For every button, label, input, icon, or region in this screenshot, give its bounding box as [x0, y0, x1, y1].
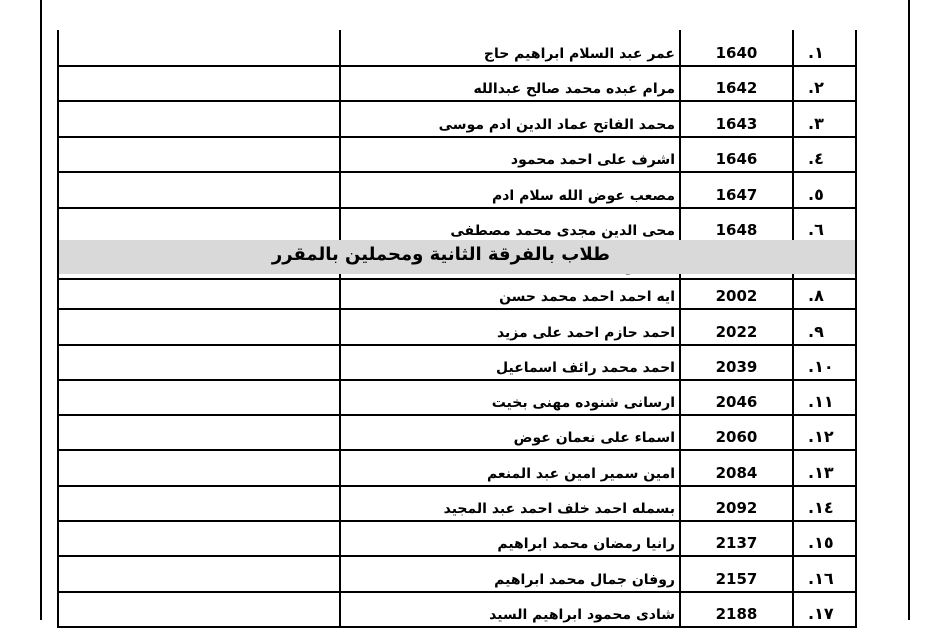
code-cell — [679, 172, 792, 208]
number-text: ١٣. — [808, 462, 834, 482]
table-row — [57, 137, 857, 173]
name-text: محى الدين مجدى محمد مصطفى — [450, 223, 675, 239]
table-row — [57, 172, 857, 208]
number-text: ٥. — [808, 184, 824, 204]
name-text: عمر عبد السلام ابراهيم حاج — [483, 45, 675, 62]
table-row — [57, 101, 857, 137]
code-cell — [679, 30, 792, 66]
name-text: شادى محمود ابراهيم السيد — [489, 606, 675, 623]
table-row — [57, 556, 857, 591]
name-text: مصعب عوض الله سلام ادم — [491, 187, 675, 204]
blank-cell — [57, 345, 339, 380]
name-text: احمد محمد رائف اسماعيل — [496, 359, 675, 376]
blank-cell — [57, 30, 339, 66]
code-text: 1646 — [715, 150, 758, 168]
table-row — [57, 274, 857, 309]
table-row — [57, 66, 857, 102]
code-text: 1640 — [715, 43, 758, 62]
table-row — [57, 451, 857, 486]
name-cell — [339, 486, 679, 521]
code-text: 2092 — [715, 499, 758, 518]
blank-cell — [57, 521, 339, 556]
number-cell — [792, 208, 857, 244]
name-text: احمد حازم احمد على مزيد — [496, 324, 675, 341]
table-row — [57, 30, 857, 66]
number-cell — [792, 30, 857, 66]
code-text: 2060 — [715, 428, 758, 447]
table-row — [57, 208, 857, 244]
name-cell — [339, 208, 679, 244]
name-cell — [339, 592, 679, 627]
number-cell — [792, 137, 857, 173]
name-text: روفان جمال محمد ابراهيم — [494, 571, 675, 588]
blank-cell — [57, 415, 339, 450]
number-cell — [792, 592, 857, 627]
code-text: 2084 — [715, 463, 758, 482]
name-cell — [339, 309, 679, 344]
name-cell — [339, 66, 679, 102]
code-text: 2002 — [715, 287, 758, 306]
code-cell — [679, 451, 792, 486]
code-text: 1647 — [715, 185, 758, 204]
blank-cell — [57, 592, 339, 627]
number-text: ١٦. — [808, 568, 834, 588]
number-text: ٦. — [808, 220, 824, 239]
number-text: ١٤. — [808, 498, 834, 518]
code-text: 2137 — [715, 534, 758, 553]
code-cell — [679, 556, 792, 591]
number-text: ٨. — [808, 286, 824, 306]
number-cell — [792, 101, 857, 137]
code-text: 2022 — [715, 322, 758, 341]
name-cell — [339, 101, 679, 137]
code-text: 1648 — [715, 221, 758, 239]
number-text: ١٢. — [808, 427, 834, 447]
name-cell — [339, 172, 679, 208]
name-cell — [339, 521, 679, 556]
table-row — [57, 521, 857, 556]
table-row — [57, 309, 857, 344]
blank-cell — [57, 380, 339, 415]
number-cell — [792, 380, 857, 415]
section-header-row — [57, 240, 857, 274]
name-cell — [339, 30, 679, 66]
number-cell — [792, 486, 857, 521]
blank-cell — [57, 556, 339, 591]
number-text: ٩. — [808, 321, 824, 341]
code-cell — [679, 592, 792, 627]
name-cell — [339, 137, 679, 173]
number-cell — [792, 345, 857, 380]
name-text: امين سمير امين عبد المنعم — [486, 465, 675, 482]
table-row — [57, 380, 857, 415]
code-cell — [679, 380, 792, 415]
name-cell — [339, 556, 679, 591]
number-text: ١٧. — [808, 603, 834, 623]
code-text: 2046 — [715, 393, 758, 412]
name-cell — [339, 380, 679, 415]
table-row — [57, 345, 857, 380]
blank-cell — [57, 309, 339, 344]
code-text: 2188 — [715, 604, 758, 623]
number-cell — [792, 415, 857, 450]
name-cell — [339, 415, 679, 450]
code-text: 1642 — [715, 79, 758, 97]
name-cell — [339, 345, 679, 380]
number-text: ٤. — [808, 149, 824, 168]
number-text: ١٠. — [808, 356, 834, 376]
blank-cell — [57, 208, 339, 244]
code-cell — [679, 415, 792, 450]
code-cell — [679, 486, 792, 521]
blank-cell — [57, 66, 339, 102]
blank-cell — [57, 172, 339, 208]
name-text: مرام عبده محمد صالح عبدالله — [473, 81, 675, 97]
code-cell — [679, 208, 792, 244]
name-cell — [339, 451, 679, 486]
table-row — [57, 415, 857, 450]
number-text: ١. — [808, 42, 824, 62]
name-text: اشرف على احمد محمود — [510, 152, 675, 168]
code-cell — [679, 345, 792, 380]
number-cell — [792, 66, 857, 102]
blank-cell — [57, 274, 339, 309]
code-cell — [679, 274, 792, 309]
code-cell — [679, 521, 792, 556]
code-cell — [679, 137, 792, 173]
name-text: محمد الفاتح عماد الدين ادم موسى — [438, 116, 675, 133]
code-text: 1643 — [715, 114, 758, 133]
name-text: بسمله احمد خلف احمد عبد المجيد — [443, 501, 675, 518]
code-text: 2039 — [715, 357, 758, 376]
number-text: ٢. — [808, 78, 824, 97]
number-text: ٣. — [808, 113, 824, 133]
number-cell — [792, 521, 857, 556]
code-cell — [679, 309, 792, 344]
code-cell — [679, 66, 792, 102]
code-text: 2157 — [715, 569, 758, 588]
number-cell — [792, 309, 857, 344]
blank-cell — [57, 137, 339, 173]
number-cell — [792, 172, 857, 208]
blank-cell — [57, 101, 339, 137]
blank-cell — [57, 451, 339, 486]
number-cell — [792, 274, 857, 309]
name-cell — [339, 274, 679, 309]
name-text: ايه احمد احمد محمد حسن — [499, 289, 675, 306]
number-text: ١١. — [808, 392, 834, 412]
number-cell — [792, 451, 857, 486]
table-row — [57, 592, 857, 627]
name-text: اسماء على نعمان عوض — [513, 430, 675, 447]
number-text: ١٥. — [808, 533, 834, 553]
section-title: طلاب بالفرقة الثانية ومحملين بالمقرر — [271, 244, 610, 265]
blank-cell — [57, 486, 339, 521]
name-text: ارسانى شنوده مهنى بخيت — [491, 395, 675, 412]
number-cell — [792, 556, 857, 591]
code-cell — [679, 101, 792, 137]
name-text: رانيا رمضان محمد ابراهيم — [497, 536, 675, 553]
table-row — [57, 486, 857, 521]
